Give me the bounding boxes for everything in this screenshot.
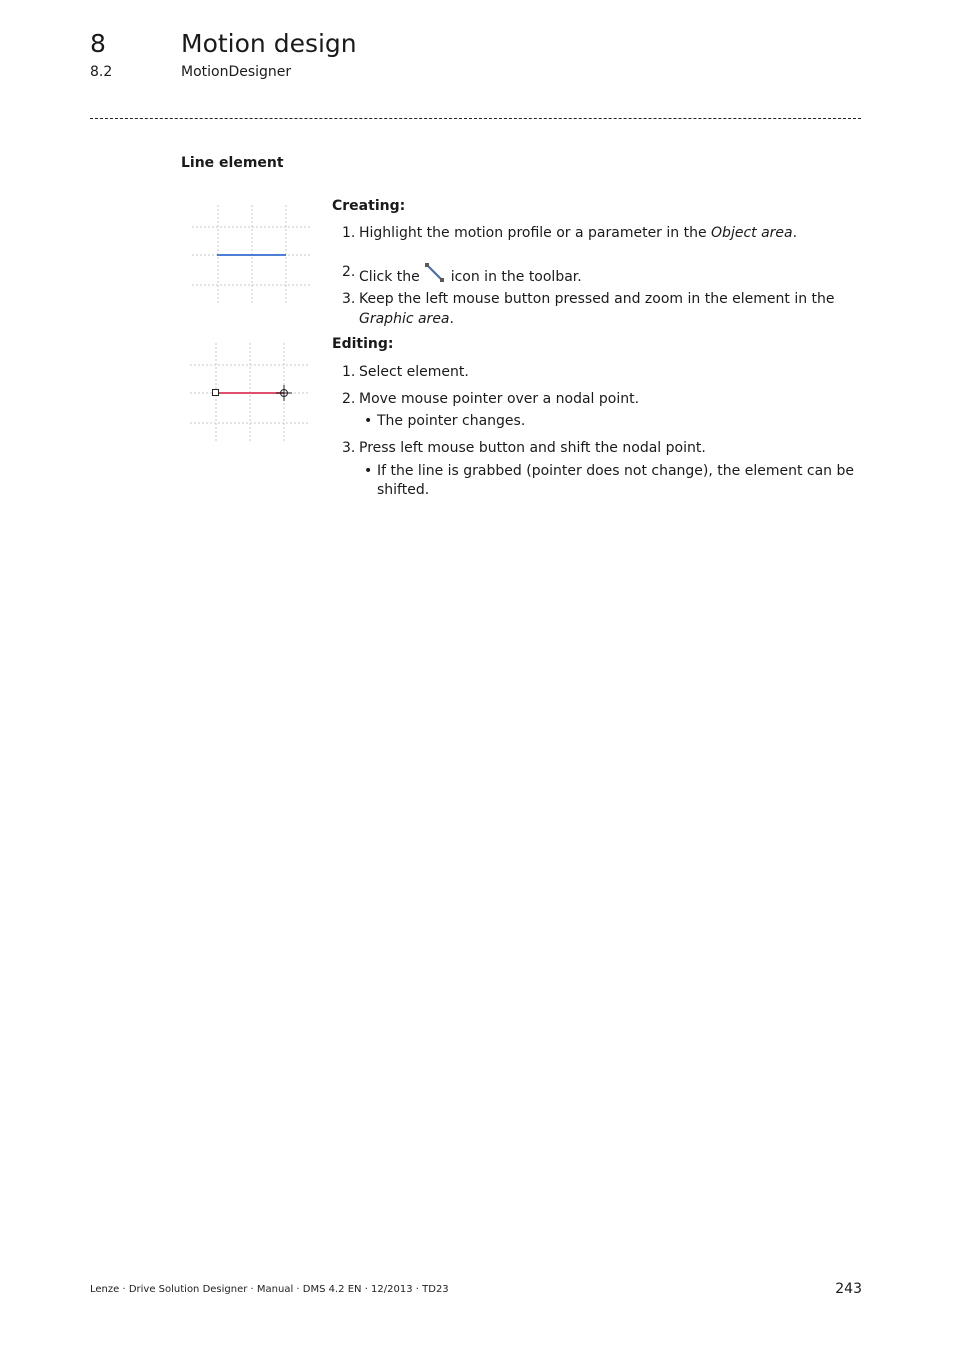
- editing-heading: Editing:: [332, 336, 394, 352]
- creating-step-2-number: 2.: [342, 264, 356, 280]
- creating-step-3-line2: Graphic area.: [359, 311, 454, 327]
- editing-step-3-bullet-line2: shifted.: [377, 482, 430, 498]
- block-title: Line element: [181, 155, 284, 171]
- editing-step-1-text: Select element.: [359, 364, 469, 380]
- bullet-icon: •: [364, 463, 373, 479]
- header-divider: [90, 118, 861, 119]
- chapter-title: Motion design: [181, 29, 357, 58]
- creating-heading: Creating:: [332, 198, 406, 214]
- editing-step-2-number: 2.: [342, 391, 356, 407]
- section-title: MotionDesigner: [181, 64, 292, 80]
- creating-step-3-line1: Keep the left mouse button pressed and zoom in the element in the: [359, 291, 835, 307]
- editing-step-3-number: 3.: [342, 440, 356, 456]
- section-number: 8.2: [90, 64, 113, 80]
- bullet-icon: •: [364, 413, 373, 429]
- editing-line-figure: [190, 343, 310, 443]
- editing-step-3-text: Press left mouse button and shift the nodal point.: [359, 440, 706, 456]
- crosshair-cursor-icon: [276, 385, 292, 401]
- editing-step-2-text: Move mouse pointer over a nodal point.: [359, 391, 640, 407]
- creating-step-1-text: Highlight the motion profile or a parameter in the Object area.: [359, 225, 798, 241]
- creating-step-2-text: Click the icon in the toolbar.: [359, 262, 859, 287]
- footer-text: Lenze · Drive Solution Designer · Manual · DMS 4.2 EN · 12/2013 · TD23: [90, 1284, 449, 1295]
- chapter-number: 8: [90, 29, 106, 58]
- editing-step-1-number: 1.: [342, 364, 356, 380]
- creating-step-1-number: 1.: [342, 225, 356, 241]
- editing-step-2-bullet: The pointer changes.: [377, 413, 526, 429]
- page-number: 243: [835, 1281, 862, 1297]
- creating-step-3-number: 3.: [342, 291, 356, 307]
- creating-line-figure: [192, 205, 310, 305]
- editing-step-3-bullet-line1: If the line is grabbed (pointer does not change), the element can be: [377, 463, 854, 479]
- line-tool-icon: [424, 262, 446, 284]
